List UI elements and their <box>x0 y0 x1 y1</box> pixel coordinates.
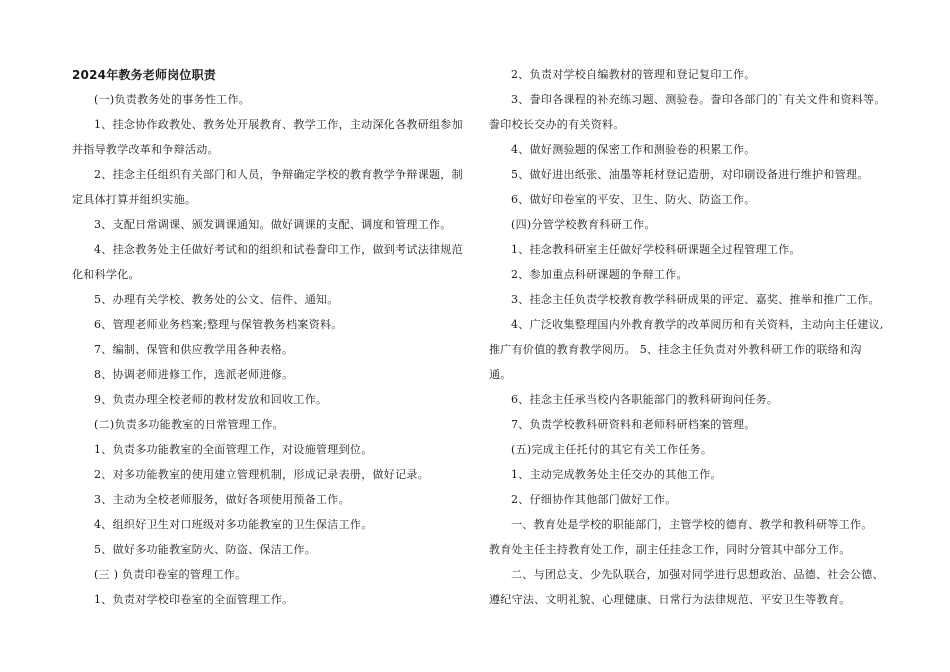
paragraph-line: 一、教育处是学校的职能部门，主管学校的德育、教学和教科研等工作。 <box>511 518 873 531</box>
paragraph-line: 6、做好印卷室的平安、卫生、防火、防盗工作。 <box>511 193 756 206</box>
section-heading-4: (四)分管学校教育科研工作。 <box>511 218 656 231</box>
paragraph-line: 通。 <box>489 368 512 381</box>
paragraph-line: 2、挂念主任组织有关部门和人员，争辩确定学校的教育教学争辩课题，制 <box>94 168 463 181</box>
paragraph-line: 5、做好多功能教室防火、防盗、保洁工作。 <box>94 543 316 556</box>
paragraph-line: 3、支配日常调课、颁发调课通知。做好调课的支配、调度和管理工作。 <box>94 218 452 231</box>
paragraph-line: 定具体打算并组织实施。 <box>72 193 197 206</box>
paragraph-line: 6、管理老师业务档案;整理与保管教务档案资料。 <box>94 318 343 331</box>
paragraph-line: 7、编制、保管和供应教学用各种表格。 <box>94 343 294 356</box>
paragraph-line: 1、挂念教科研室主任做好学校科研课题全过程管理工作。 <box>511 243 801 256</box>
paragraph-line: 并指导教学改革和争辩活动。 <box>72 143 219 156</box>
paragraph-line: 教育处主任主持教育处工作，副主任挂念工作，同时分管其中部分工作。 <box>489 543 851 556</box>
paragraph-line: 1、主动完成教务处主任交办的其他工作。 <box>511 468 722 481</box>
section-heading-2: (二)负责多功能教室的日常管理工作。 <box>94 418 284 431</box>
paragraph-line: 推广有价值的教育教学阅历。 5、挂念主任负责对外教科研工作的联络和沟 <box>489 343 862 356</box>
paragraph-line: 1、负责多功能教室的全面管理工作，对设施管理到位。 <box>94 443 373 456</box>
paragraph-line: 4、广泛收集整理国内外教育教学的改革阅历和有关资料，主动向主任建议, <box>511 318 884 331</box>
paragraph-line: 8、协调老师进修工作，选派老师进修。 <box>94 368 294 381</box>
document-title: 2024年教务老师岗位职责 <box>72 68 216 82</box>
paragraph-line: 遵纪守法、文明礼貌、心理健康、日常行为法律规范、平安卫生等教育。 <box>489 593 851 606</box>
paragraph-line: 1、负责对学校印卷室的全面管理工作。 <box>94 593 294 606</box>
paragraph-line: 1、挂念协作政教处、教务处开展教育、教学工作，主动深化各教研组参加 <box>94 118 463 131</box>
paragraph-line: 2、仔细协作其他部门做好工作。 <box>511 493 677 506</box>
paragraph-line: 2、对多功能教室的使用建立管理机制，形成记录表册，做好记录。 <box>94 468 429 481</box>
paragraph-line: 6、挂念主任承当校内各职能部门的教科研询问任务。 <box>511 393 779 406</box>
paragraph-line: 二、与团总支、少先队联合，加强对同学进行思想政治、品德、社会公德、 <box>511 568 884 581</box>
paragraph-line: 9、负责办理全校老师的教材发放和回收工作。 <box>94 393 328 406</box>
paragraph-line: 5、做好进出纸张、油墨等耗材登记造册，对印刷设备进行维护和管理。 <box>511 168 869 181</box>
paragraph-line: 4、组织好卫生对口班级对多功能教室的卫生保洁工作。 <box>94 518 373 531</box>
paragraph-line: 3、誊印各课程的补充练习题、测验卷。誊印各部门的`有关文件和资料等。 <box>511 93 886 106</box>
paragraph-line: 誊印校长交办的有关资料。 <box>489 118 625 131</box>
paragraph-line: 4、挂念教务处主任做好考试和的组织和试卷誊印工作，做到考试法律规范 <box>94 243 463 256</box>
paragraph-line: 5、办理有关学校、教务处的公文、信件、通知。 <box>94 293 339 306</box>
paragraph-line: 2、负责对学校自编教材的管理和登记复印工作。 <box>511 68 756 81</box>
section-heading-1: (一)负责教务处的事务性工作。 <box>94 93 251 106</box>
paragraph-line: 化和科学化。 <box>72 268 140 281</box>
paragraph-line: 3、挂念主任负责学校教育教学科研成果的评定、嘉奖、推举和推广工作。 <box>511 293 880 306</box>
section-heading-3: (三 ) 负责印卷室的管理工作。 <box>94 568 247 581</box>
paragraph-line: 2、参加重点科研课题的争辩工作。 <box>511 268 688 281</box>
paragraph-line: 3、主动为全校老师服务，做好各项使用预备工作。 <box>94 493 350 506</box>
paragraph-line: 7、负责学校教科研资料和老师科研档案的管理。 <box>511 418 756 431</box>
paragraph-line: 4、做好测验题的保密工作和测验卷的积累工作。 <box>511 143 756 156</box>
section-heading-5: (五)完成主任托付的其它有关工作任务。 <box>511 443 713 456</box>
